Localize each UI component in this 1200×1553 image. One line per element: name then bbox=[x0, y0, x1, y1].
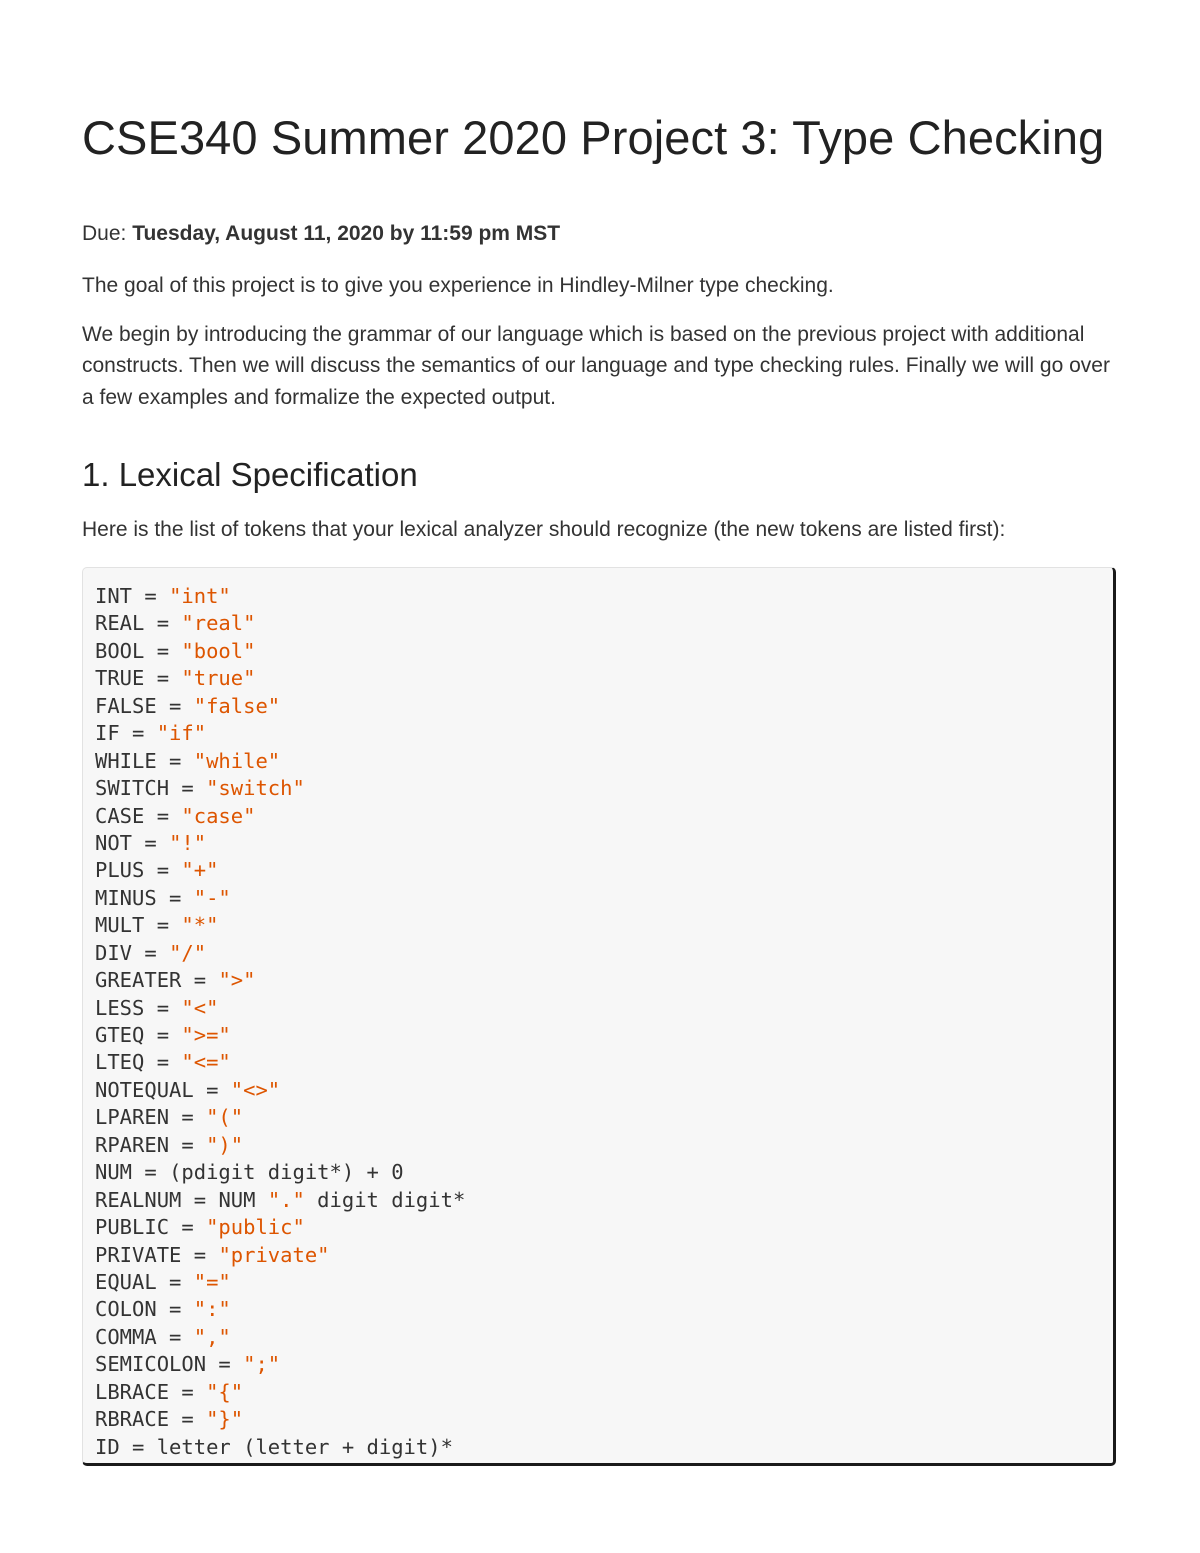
token-definition: "public" bbox=[206, 1215, 305, 1240]
token-name: WHILE bbox=[95, 748, 157, 773]
token-name: GTEQ bbox=[95, 1023, 145, 1047]
token-line: ID = letter (letter + digit)* bbox=[95, 1434, 453, 1459]
token-line: BOOL = "bool" bbox=[95, 638, 256, 663]
token-line: NUM = (pdigit digit*) + 0 bbox=[95, 1160, 404, 1185]
token-line: TRUE = "true" bbox=[95, 666, 256, 691]
token-line: LBRACE = "{" bbox=[95, 1379, 244, 1404]
token-name: EQUAL bbox=[95, 1269, 157, 1294]
goal-paragraph: The goal of this project is to give you experience in Hindley-Milner type checking. bbox=[82, 274, 834, 297]
token-definition: ":" bbox=[193, 1297, 231, 1322]
token-name: ID bbox=[95, 1434, 120, 1459]
token-definition: "," bbox=[193, 1324, 231, 1349]
token-line: GREATER = ">" bbox=[95, 968, 256, 993]
token-name: SWITCH bbox=[95, 776, 170, 801]
token-name: FALSE bbox=[95, 693, 157, 718]
token-line: INT = "int" bbox=[95, 584, 231, 608]
token-definition: ">=" bbox=[181, 1023, 231, 1047]
token-line: REALNUM = NUM "." digit digit* bbox=[95, 1187, 466, 1212]
token-definition: "while" bbox=[193, 748, 281, 773]
token-line: IF = "if" bbox=[95, 721, 207, 746]
token-line: FALSE = "false" bbox=[95, 693, 281, 718]
token-definition: letter (letter + digit)* bbox=[156, 1434, 453, 1459]
token-name: PUBLIC bbox=[95, 1215, 170, 1240]
token-name: REAL bbox=[95, 611, 145, 636]
token-line: SWITCH = "switch" bbox=[95, 776, 305, 801]
token-line: RPAREN = ")" bbox=[95, 1132, 244, 1157]
token-definition: "if" bbox=[156, 721, 207, 746]
token-name: LBRACE bbox=[95, 1379, 170, 1404]
token-name: TRUE bbox=[95, 666, 145, 691]
token-line: COMMA = "," bbox=[95, 1324, 231, 1349]
token-name: DIV bbox=[95, 940, 133, 965]
token-name: SEMICOLON bbox=[95, 1352, 207, 1377]
token-name: LESS bbox=[95, 995, 145, 1020]
token-definition: "-" bbox=[193, 885, 231, 910]
token-definition: "+" bbox=[181, 858, 219, 883]
token-definition: "}" bbox=[206, 1407, 244, 1432]
token-definition: "int" bbox=[169, 584, 231, 608]
token-definition: "(" bbox=[206, 1105, 244, 1130]
token-code-block bbox=[82, 567, 1116, 1466]
token-definition: "<" bbox=[181, 995, 219, 1020]
token-name: PLUS bbox=[95, 858, 145, 883]
token-name: INT bbox=[95, 584, 133, 608]
token-name: MULT bbox=[95, 913, 145, 938]
token-definition: NUM "." digit digit* bbox=[218, 1187, 466, 1212]
token-name: LPAREN bbox=[95, 1105, 170, 1130]
token-line: DIV = "/" bbox=[95, 940, 207, 965]
token-name: LTEQ bbox=[95, 1050, 145, 1075]
token-list-intro: Here is the list of tokens that your lexical analyzer should recognize (the new tokens are listed first): bbox=[82, 518, 1006, 541]
token-line: WHILE = "while" bbox=[95, 748, 281, 773]
token-definition: "*" bbox=[181, 913, 219, 938]
token-line: LPAREN = "(" bbox=[95, 1105, 244, 1130]
token-line: PUBLIC = "public" bbox=[95, 1215, 305, 1240]
token-name: RPAREN bbox=[95, 1132, 170, 1157]
token-definition: (pdigit digit*) + 0 bbox=[169, 1160, 404, 1185]
token-definition: "<>" bbox=[230, 1077, 281, 1102]
token-definition: "private" bbox=[218, 1242, 330, 1267]
token-name: COMMA bbox=[95, 1324, 157, 1349]
token-definition: ";" bbox=[243, 1352, 281, 1377]
token-definition: "false" bbox=[193, 693, 281, 718]
token-name: PRIVATE bbox=[95, 1242, 182, 1267]
document-page bbox=[82, 110, 1118, 1466]
token-line: MINUS = "-" bbox=[95, 885, 231, 910]
token-line: CASE = "case" bbox=[95, 803, 256, 828]
token-definition: "=" bbox=[193, 1269, 231, 1294]
token-definition: "bool" bbox=[181, 638, 256, 663]
token-line: LTEQ = "<=" bbox=[95, 1050, 231, 1075]
token-name: NOT bbox=[95, 830, 133, 855]
token-name: CASE bbox=[95, 803, 145, 828]
token-name: IF bbox=[95, 721, 120, 746]
token-line: PLUS = "+" bbox=[95, 858, 219, 883]
token-definition: "{" bbox=[206, 1379, 244, 1404]
token-line: GTEQ = ">=" bbox=[95, 1023, 231, 1047]
token-line: LESS = "<" bbox=[95, 995, 219, 1020]
token-definition: "real" bbox=[181, 611, 256, 636]
token-definition: "true" bbox=[181, 666, 256, 691]
token-name: MINUS bbox=[95, 885, 157, 910]
token-definition: "<=" bbox=[181, 1050, 231, 1075]
token-line: EQUAL = "=" bbox=[95, 1269, 231, 1294]
token-definition: ")" bbox=[206, 1132, 244, 1157]
token-line: NOTEQUAL = "<>" bbox=[95, 1077, 281, 1102]
token-line: REAL = "real" bbox=[95, 611, 256, 636]
token-name: COLON bbox=[95, 1297, 157, 1322]
token-definition: "case" bbox=[181, 803, 256, 828]
due-label: Due: bbox=[82, 222, 133, 245]
token-line: NOT = "!" bbox=[95, 830, 207, 855]
token-line: MULT = "*" bbox=[95, 913, 219, 938]
token-definition: "switch" bbox=[206, 776, 305, 801]
token-line: SEMICOLON = ";" bbox=[95, 1352, 281, 1377]
token-name: REALNUM bbox=[95, 1187, 182, 1212]
section-heading-lexical-specification: 1. Lexical Specification bbox=[82, 456, 418, 493]
token-line: PRIVATE = "private" bbox=[95, 1242, 330, 1267]
token-definition: "!" bbox=[169, 830, 207, 855]
overview-paragraph: We begin by introducing the grammar of our language which is based on the previous project with additional constructs. Then we will discuss the semantics of our language and type checking rules. Finally we will go over a few examples and formalize the expected output. bbox=[82, 322, 1110, 409]
due-date-line bbox=[82, 220, 1118, 248]
token-name: RBRACE bbox=[95, 1407, 170, 1432]
token-name: BOOL bbox=[95, 638, 145, 663]
token-name: NOTEQUAL bbox=[95, 1077, 194, 1102]
token-definition: "/" bbox=[169, 940, 207, 965]
token-line: RBRACE = "}" bbox=[95, 1407, 244, 1432]
token-definition: ">" bbox=[218, 968, 256, 993]
token-name: GREATER bbox=[95, 968, 182, 993]
due-date-value: Tuesday, August 11, 2020 by 11:59 pm MST bbox=[132, 222, 561, 245]
token-line: COLON = ":" bbox=[95, 1297, 231, 1322]
token-name: NUM bbox=[95, 1160, 133, 1185]
page-title: CSE340 Summer 2020 Project 3: Type Checking bbox=[82, 111, 1105, 164]
